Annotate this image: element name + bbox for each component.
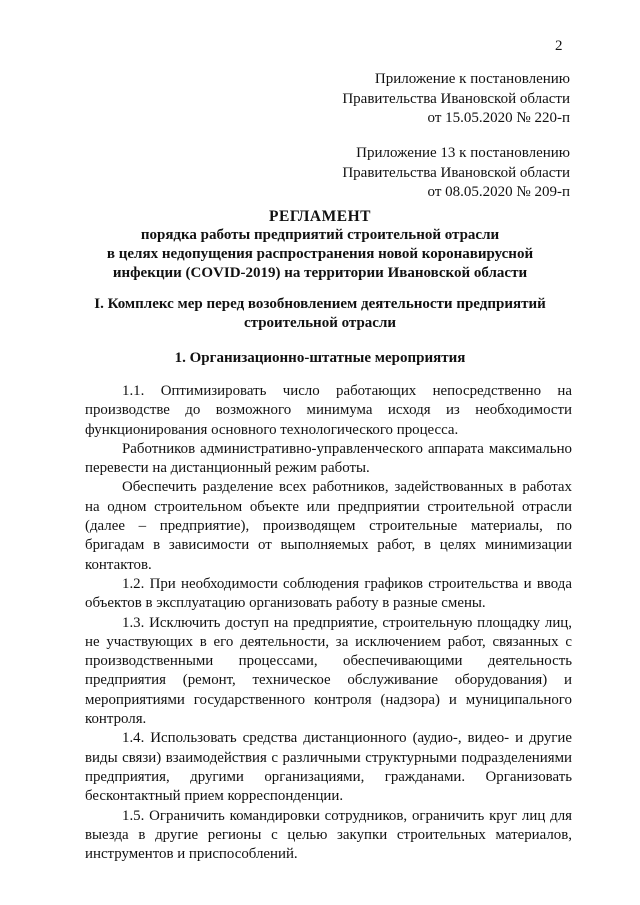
section-heading-line: строительной отрасли bbox=[243, 315, 396, 331]
paragraph-1-1: 1.1. Оптимизировать число работающих непосредственно на производстве до возможного минимума исходя из необходимости функционирования основного технологического процесса. bbox=[85, 383, 572, 438]
annex-line: Правительства Ивановской области bbox=[342, 90, 570, 107]
paragraph-1-4: 1.4. Использовать средства дистанционного (аудио-, видео- и другие виды связи) взаимодействия с различными структурными подразделениями предприятия, другими организациями, гражданами. Организовать бесконтактный прием корреспонденции. bbox=[85, 730, 572, 805]
paragraph-staff: Работников административно-управленческого аппарата максимально перевести на дистанционный режим работы. bbox=[85, 440, 572, 477]
page-number: 2 bbox=[555, 38, 563, 54]
body-text bbox=[85, 382, 572, 864]
document-title bbox=[60, 207, 580, 283]
annex-line: от 15.05.2020 № 220-п bbox=[427, 110, 570, 126]
title-line: порядка работы предприятий строительной отрасли bbox=[140, 227, 500, 243]
annex-line: Приложение 13 к постановлению bbox=[356, 145, 570, 161]
annex-line: от 08.05.2020 № 209-п bbox=[427, 184, 570, 200]
title-line: в целях недопущения распространения новой коронавирусной bbox=[106, 246, 534, 262]
annex-line: Правительства Ивановской области bbox=[342, 164, 570, 181]
paragraph-1-5: 1.5. Ограничить командировки сотрудников, ограничить круг лиц для выезда в другие регионы с целью закупки строительных материалов, инструментов и приспособлений. bbox=[85, 807, 572, 863]
paragraph-1-2: 1.2. При необходимости соблюдения графиков строительства и ввода объектов в эксплуатацию организовать работу в разные смены. bbox=[85, 575, 572, 612]
paragraph-1-3: 1.3. Исключить доступ на предприятие, строительную площадку лиц, не участвующих в его деятельности, за исключением работ, связанных с производственными процессами, обеспечивающими деятельность предприятия (ремонт, техническое обслуживание оборудования) и мероприятиями государственного контроля (надзора) и муниципального контроля. bbox=[85, 614, 572, 728]
section-heading bbox=[60, 295, 580, 333]
paragraph-brigades: Обеспечить разделение всех работников, задействованных в работах на одном строительном объекте или предприятии строительной отрасли (далее – предприятие), производящем строительные материалы, по бригадам в зависимости от выполняемых работ, в целях минимизации контактов. bbox=[85, 479, 572, 573]
title-line: инфекции (COVID-2019) на территории Ивановской области bbox=[112, 265, 528, 281]
annex-reference-1 bbox=[342, 70, 570, 129]
section-heading-line: I. Комплекс мер перед возобновлением деятельности предприятий bbox=[94, 296, 546, 312]
subsection-heading: 1. Организационно-штатные мероприятия bbox=[174, 350, 466, 366]
title-main: РЕГЛАМЕНТ bbox=[269, 208, 371, 225]
annex-line: Приложение к постановлению bbox=[374, 71, 570, 87]
annex-reference-2 bbox=[342, 144, 570, 203]
